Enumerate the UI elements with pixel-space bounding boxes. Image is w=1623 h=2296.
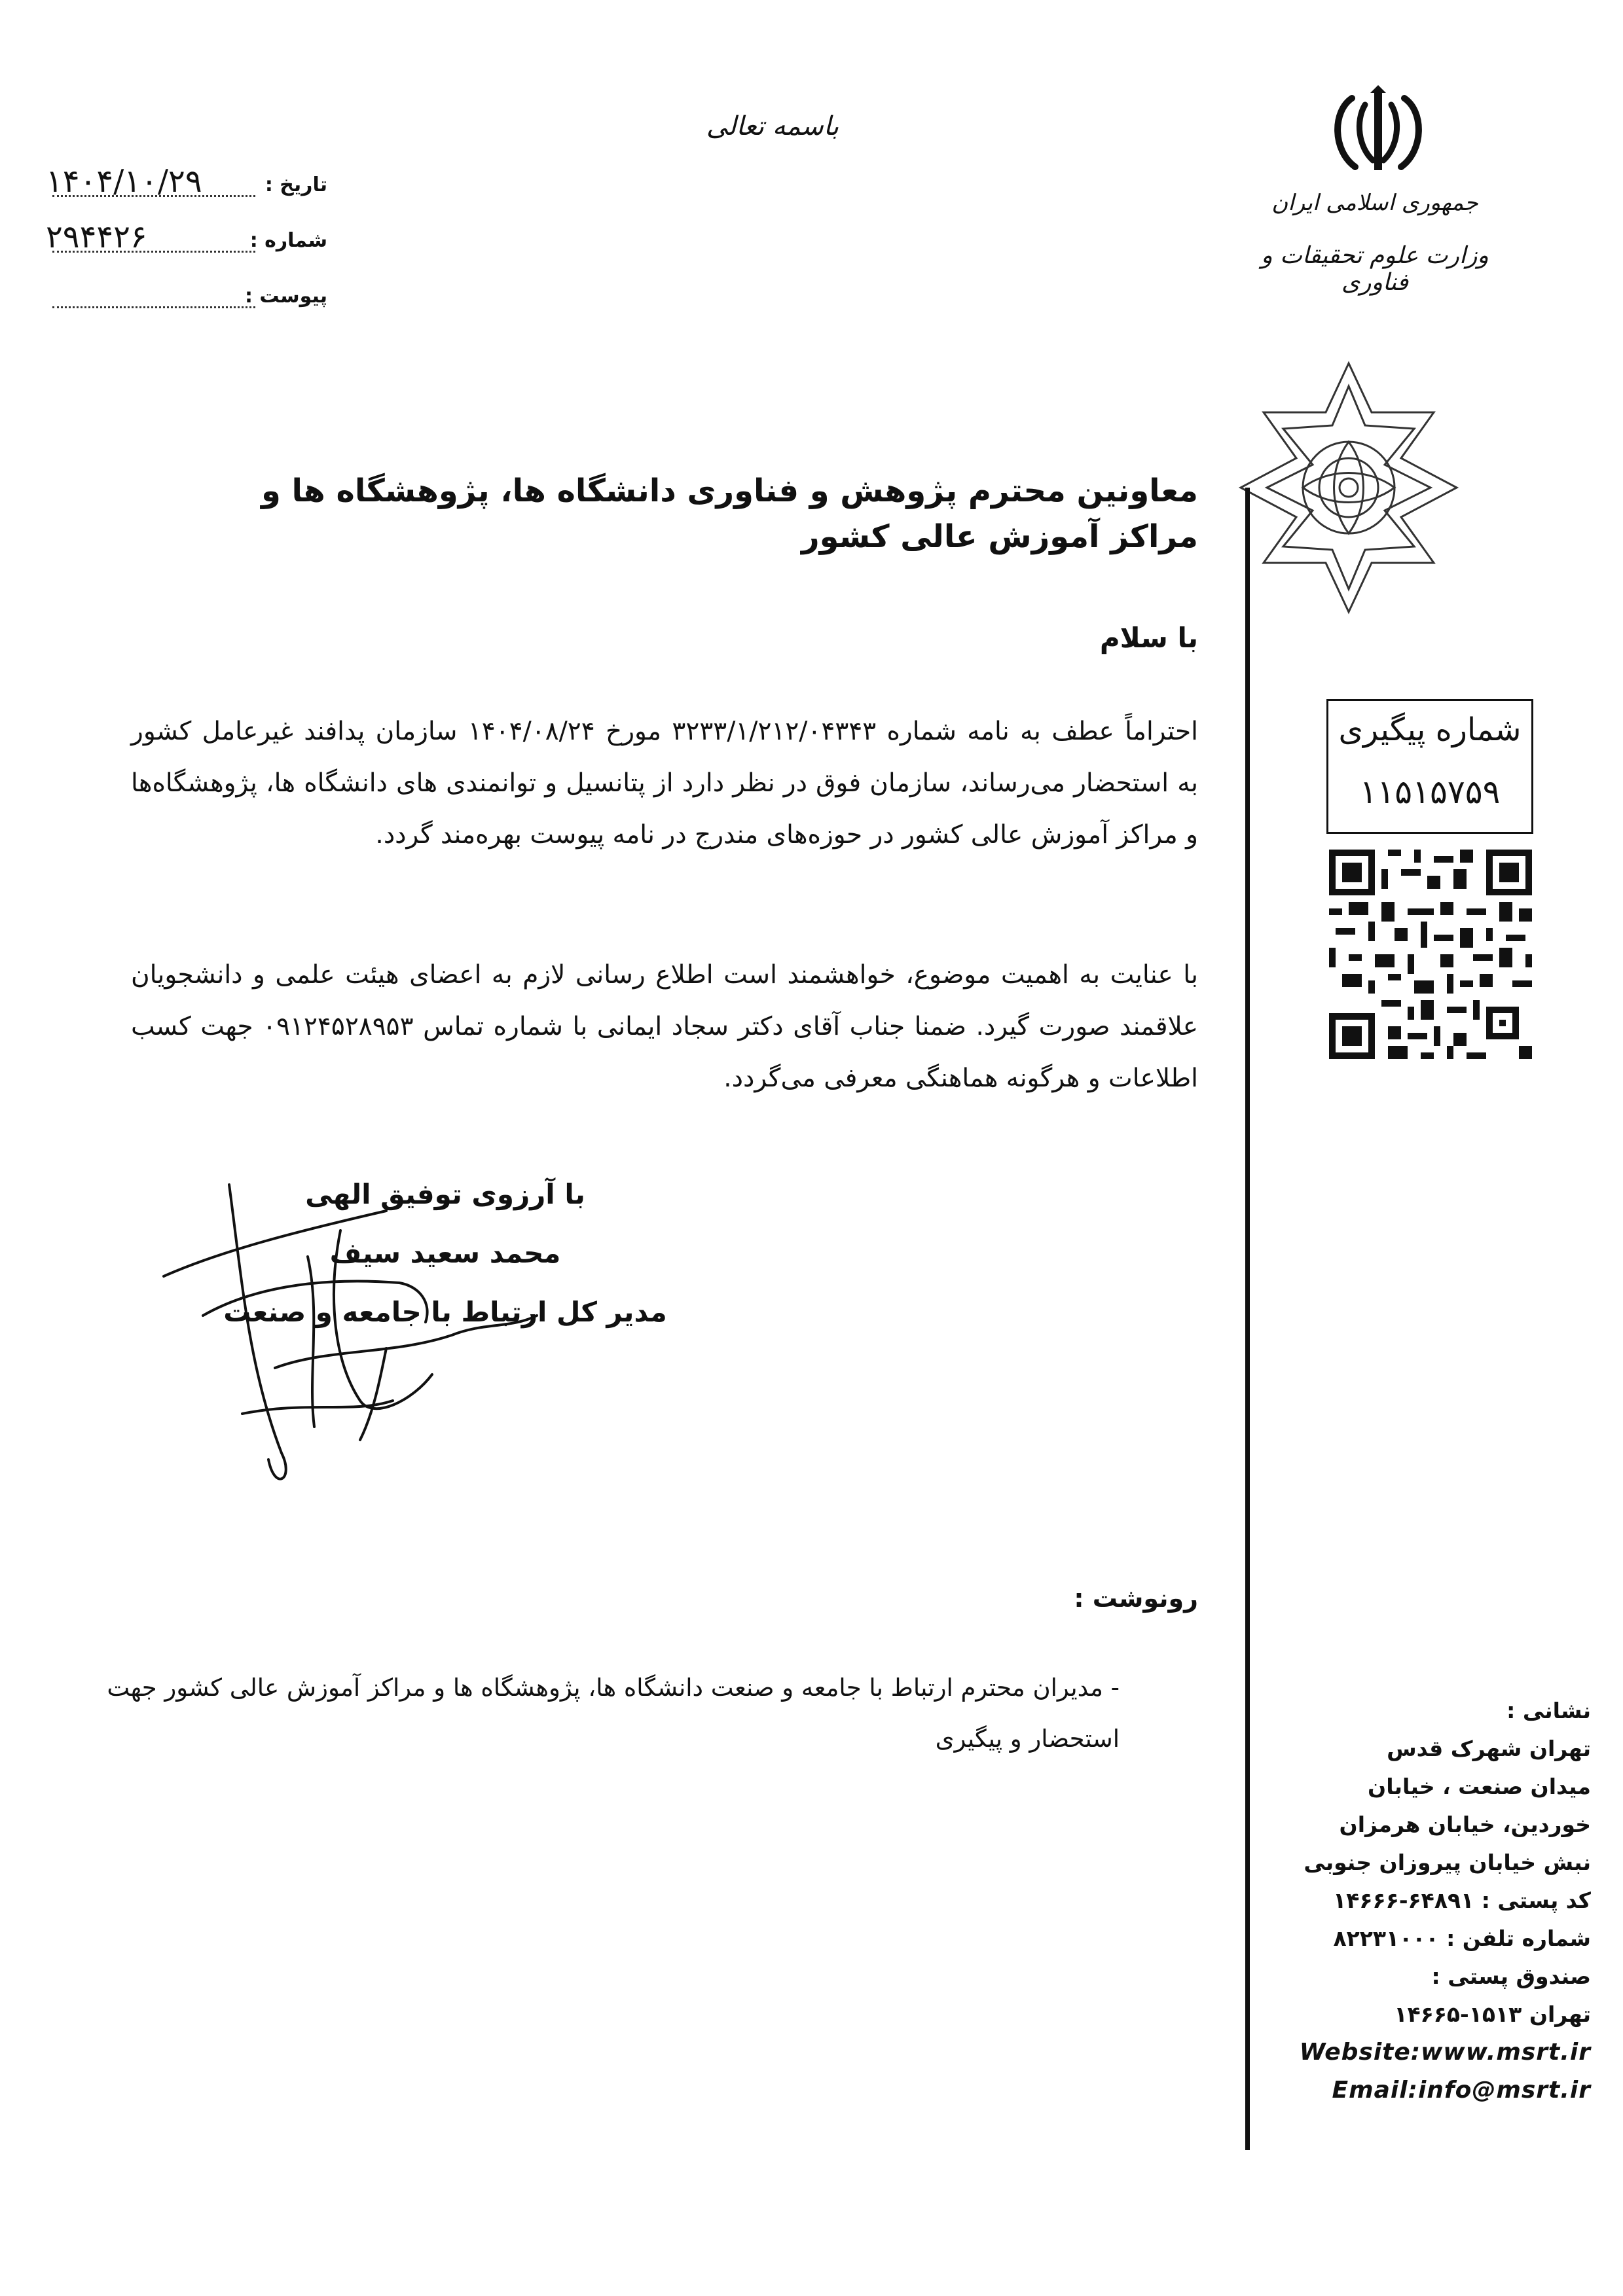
margin-divider-line [1245, 488, 1250, 2150]
date-label: تاریخ : [264, 173, 327, 196]
attachment-label: پیوست : [244, 285, 327, 308]
address-block [1290, 1692, 1591, 2109]
tracking-box [1326, 699, 1533, 834]
number-row [39, 219, 327, 262]
address-line: کد پستی : ۶۴۸۹۱-۱۴۶۶۶ [1333, 1888, 1591, 1913]
handwritten-signature [144, 1152, 615, 1505]
closing-line: با آرزوی توفیق الهی [305, 1178, 585, 1210]
number-value: ۲۹۴۴۲۶ [46, 219, 147, 255]
address-line: تهران ۱۵۱۳-۱۴۶۶۵ [1394, 2001, 1591, 2027]
cc-title: رونوشت : [1074, 1584, 1198, 1613]
signer-name: محمد سعید سیف [329, 1237, 561, 1269]
qr-code-icon[interactable] [1329, 850, 1532, 1059]
address-label: نشانی : [1506, 1698, 1591, 1723]
number-underline [52, 251, 255, 253]
body-paragraph: با عنایت به اهمیت موضوع، خواهشمند است اطلاع رسانی لازم به اعضای هیئت علمی و دانشجویان علاقمند صورت گیرد. ضمنا جناب آقای دکتر سجاد ایمانی با شماره تماس ۰۹۱۲۴۵۲۸۹۵۳ جهت کسب اطلاعات و هرگونه هماهنگی معرفی می‌گردد. [131, 960, 1199, 1093]
recipient-heading: معاونین محترم پژوهش و فناوری دانشگاه ها، پژوهشگاه ها و مراکز آموزش عالی کشور [261, 473, 1198, 555]
tracking-label: شماره پیگیری [1338, 711, 1522, 748]
attachment-row [39, 278, 327, 317]
ornament-icon [1237, 360, 1460, 615]
date-underline [52, 195, 255, 197]
greeting: با سلام [1099, 622, 1198, 654]
org-line-ministry: وزارت علوم تحقیقات و فناوری [1261, 242, 1489, 296]
date-row [39, 163, 327, 206]
address-line: شماره تلفن : ۸۲۲۳۱۰۰۰ [1333, 1926, 1591, 1951]
org-line-country: جمهوری اسلامی ایران [1271, 190, 1478, 216]
number-label: شماره : [249, 229, 327, 252]
tracking-number: ۱۱۵۱۵۷۵۹ [1359, 773, 1501, 811]
address-line: میدان صنعت ، خیابان [1368, 1774, 1591, 1799]
address-line: صندوق پستی : [1431, 1964, 1591, 1989]
address-line: نبش خیابان پیروزان جنوبی [1304, 1850, 1591, 1875]
address-line: خوردین، خیابان هرمزان [1339, 1812, 1591, 1837]
body-paragraph: احتراماً عطف به نامه شماره ۳۲۳۳/۱/۲۱۲/۰۴۳۴۳ مورخ ۱۴۰۴/۰۸/۲۴ سازمان پدافند غیرعامل کشور به استحضار می‌رساند، سازمان فوق در نظر دارد از پتانسیل و توانمندی های دانشگاه ها، پژوهشگاه‌ها و مراکز آموزش عالی کشور در حوزه‌های مندرج در نامه پیوست بهره‌مند گردد. [131, 717, 1199, 850]
signer-title: مدیر کل ارتباط با جامعه و صنعت [223, 1296, 667, 1328]
website-link[interactable]: Website:www.msrt.ir [1299, 2039, 1591, 2066]
bismillah-heading: باسمه تعالی [706, 111, 839, 141]
email-link[interactable]: Email:info@msrt.ir [1332, 2077, 1591, 2104]
iran-emblem-icon [1326, 85, 1431, 177]
attachment-underline [52, 306, 255, 308]
date-value: ۱۴۰۴/۱۰/۲۹ [46, 163, 202, 200]
cc-item: - مدیران محترم ارتباط با جامعه و صنعت دانشگاه ها، پژوهشگاه ها و مراکز آموزش عالی کشور جهت استحضار و پیگیری [107, 1674, 1120, 1753]
address-line: تهران شهرک قدس [1387, 1736, 1591, 1761]
